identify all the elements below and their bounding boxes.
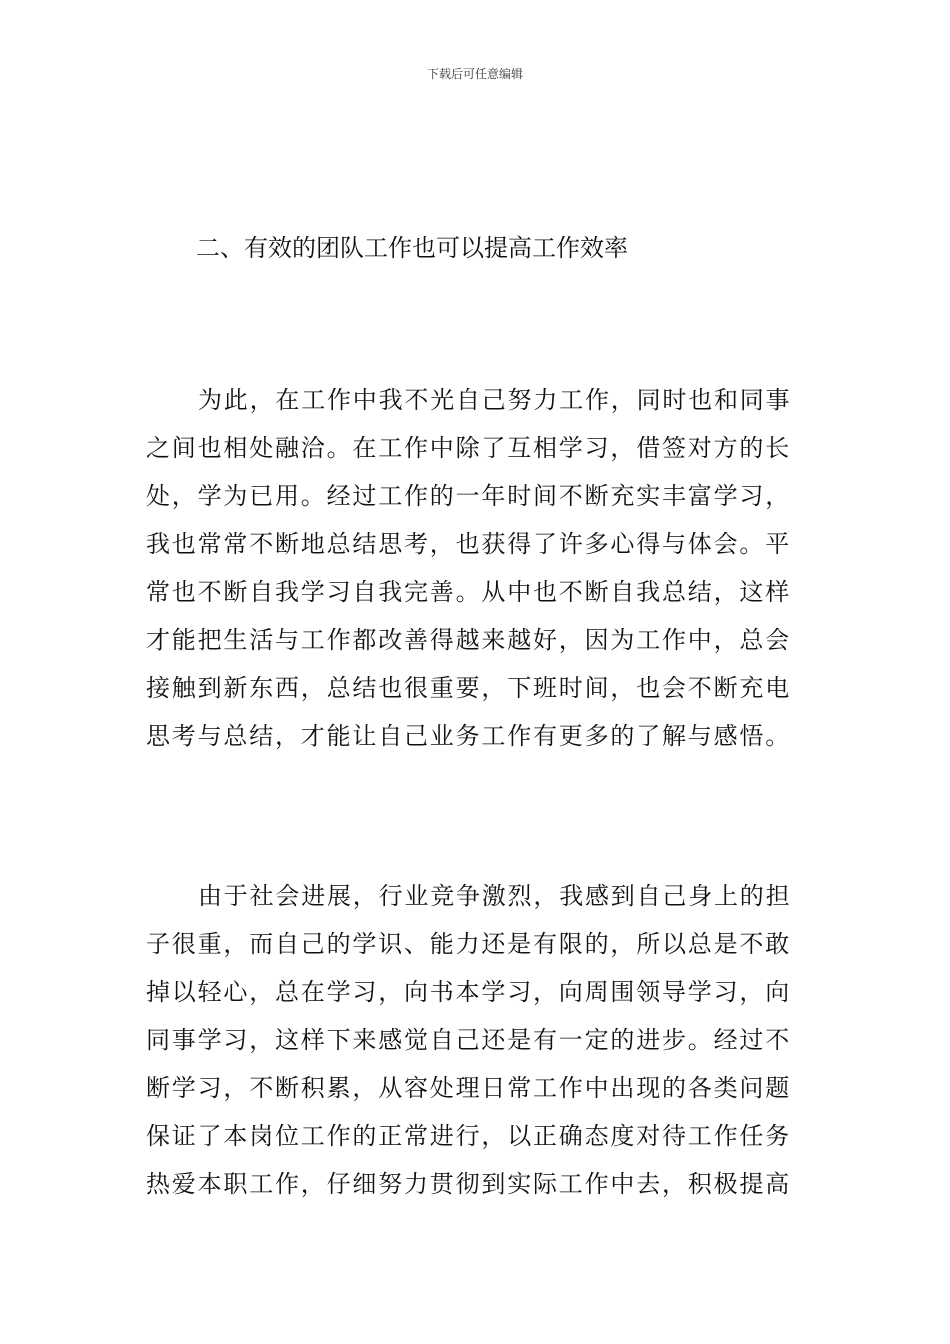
page-header: 下载后可任意编辑: [426, 67, 523, 81]
body-paragraph: [146, 376, 810, 760]
paragraph-line: 掉以轻心，总在学习，向书本学习，向周围领导学习，向: [146, 978, 791, 1006]
paragraph-line: 热爱本职工作，仔细努力贯彻到实际工作中去，积极提高: [146, 1170, 791, 1198]
section-heading: 二、有效的团队工作也可以提高工作效率: [196, 234, 628, 262]
paragraph-line: 才能把生活与工作都改善得越来越好，因为工作中，总会: [146, 626, 791, 654]
paragraph-line: 为此，在工作中我不光自己努力工作，同时也和同事: [198, 386, 792, 414]
paragraph-line: 思考与总结，才能让自己业务工作有更多的了解与感悟。: [146, 722, 791, 750]
paragraph-line: 由于社会进展，行业竞争激烈，我感到自己身上的担: [198, 882, 792, 910]
paragraph-line: 断学习，不断积累，从容处理日常工作中出现的各类问题: [146, 1074, 791, 1102]
body-paragraph: [146, 872, 810, 1208]
paragraph-line: 子很重，而自己的学识、能力还是有限的，所以总是不敢: [146, 930, 791, 958]
paragraph-line: 我也常常不断地总结思考，也获得了许多心得与体会。平: [146, 530, 791, 558]
paragraph-line: 常也不断自我学习自我完善。从中也不断自我总结，这样: [146, 578, 791, 606]
paragraph-line: 接触到新东西，总结也很重要，下班时间，也会不断充电: [146, 674, 791, 702]
paragraph-line: 保证了本岗位工作的正常进行，以正确态度对待工作任务: [146, 1122, 791, 1150]
paragraph-line: 处，学为已用。经过工作的一年时间不断充实丰富学习，: [146, 482, 791, 510]
paragraph-line: 同事学习，这样下来感觉自己还是有一定的进步。经过不: [146, 1026, 791, 1054]
paragraph-line: 之间也相处融洽。在工作中除了互相学习，借签对方的长: [146, 434, 791, 462]
